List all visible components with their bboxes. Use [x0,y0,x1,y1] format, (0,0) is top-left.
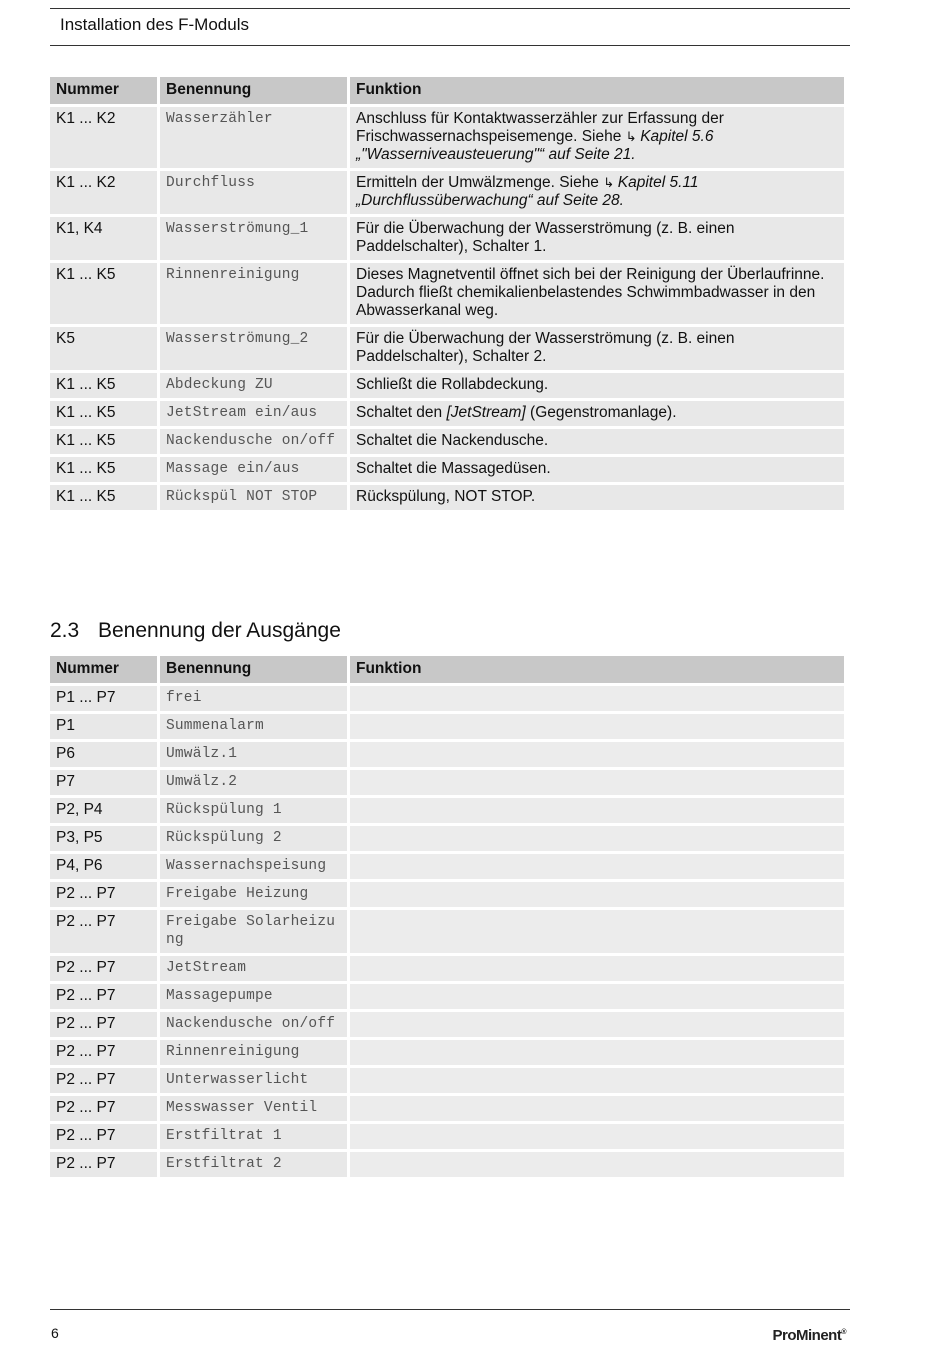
cell-benennung: Massage ein/aus [160,457,347,482]
cell-benennung: Wasserströmung_2 [160,327,347,370]
table-row [50,485,844,510]
table-row [50,327,844,370]
cross-reference-text: Kapitel 5.11 „Durchflussüberwachung“ auf Seite 28 [356,174,699,209]
table-row [50,429,844,454]
cell-benennung: Messwasser Ventil [160,1096,347,1121]
table-row [50,171,844,214]
prominent-logo [772,1327,846,1344]
cell-funktion [350,107,844,168]
column-header-nummer: Nummer [50,77,157,104]
cell-nummer: P2 ... P7 [50,882,157,907]
cell-benennung: Freigabe Heizung [160,882,347,907]
table-row [50,263,844,324]
table-row [50,770,844,795]
cell-benennung: Nackendusche on/off [160,1012,347,1037]
cell-benennung: Unterwasserlicht [160,1068,347,1093]
table-row [50,1124,844,1149]
table-row [50,1012,844,1037]
cell-funktion [350,1124,844,1149]
section-number: 2.3 [50,619,80,642]
table-header-row [50,656,844,683]
cell-benennung: JetStream [160,956,347,981]
funktion-suffix: (Gegenstromanlage). [525,404,677,421]
column-header-benennung: Benennung [160,77,347,104]
cell-nummer: K1 ... K5 [50,485,157,510]
table-row [50,1152,844,1177]
cell-funktion: Schaltet die Nackendusche. [350,429,844,454]
funktion-suffix: . [631,146,636,163]
cross-reference-text: Kapitel 5.6 „"Wasserniveausteuerung"“ auf Seite 21 [356,128,714,163]
cell-nummer: P7 [50,770,157,795]
cell-benennung: Rückspülung 1 [160,798,347,823]
cell-nummer: K1 ... K5 [50,263,157,324]
cell-benennung: Rückspülung 2 [160,826,347,851]
cell-funktion [350,882,844,907]
funktion-text: Ermitteln der Umwälzmenge. Siehe [356,174,604,191]
cell-funktion: Schließt die Rollabdeckung. [350,373,844,398]
cell-funktion [350,1012,844,1037]
cell-funktion [350,1068,844,1093]
cell-benennung: Erstfiltrat 2 [160,1152,347,1177]
cell-funktion [350,686,844,711]
table-row [50,217,844,260]
cell-benennung: Erstfiltrat 1 [160,1124,347,1149]
cell-benennung: Umwälz.2 [160,770,347,795]
header-rule-bottom [50,45,850,46]
cell-funktion [350,854,844,879]
cell-funktion [350,984,844,1009]
cell-benennung: Umwälz.1 [160,742,347,767]
cell-nummer: P4, P6 [50,854,157,879]
cell-nummer: P2 ... P7 [50,1152,157,1177]
table-row [50,826,844,851]
table-row [50,457,844,482]
cell-nummer: K1 ... K5 [50,429,157,454]
column-header-funktion: Funktion [350,77,844,104]
column-header-funktion: Funktion [350,656,844,683]
table-row [50,714,844,739]
cell-benennung: Wasserströmung_1 [160,217,347,260]
cell-nummer: K1 ... K2 [50,171,157,214]
cell-nummer: P1 ... P7 [50,686,157,711]
funktion-text: Anschluss für Kontaktwasserzähler zur Erfassung der Frischwassernachspeisemenge. Siehe [356,110,724,145]
footer-rule [50,1309,850,1310]
cell-nummer: K5 [50,327,157,370]
table-row [50,854,844,879]
cell-benennung: Durchfluss [160,171,347,214]
cell-nummer: P2 ... P7 [50,910,157,953]
cell-funktion [350,770,844,795]
cell-nummer: P2 ... P7 [50,1124,157,1149]
cell-benennung: Abdeckung ZU [160,373,347,398]
glossary-link[interactable]: [JetStream] [446,404,526,421]
table-row [50,798,844,823]
cell-nummer: P2 ... P7 [50,1096,157,1121]
cell-nummer: K1 ... K5 [50,373,157,398]
column-header-benennung: Benennung [160,656,347,683]
table-row [50,742,844,767]
cell-nummer: P3, P5 [50,826,157,851]
cell-funktion: Schaltet die Massagedüsen. [350,457,844,482]
cell-nummer: P2 ... P7 [50,1012,157,1037]
cell-funktion [350,742,844,767]
cell-funktion [350,714,844,739]
cell-benennung: Nackendusche on/off [160,429,347,454]
cell-benennung: Wassernachspeisung [160,854,347,879]
column-header-nummer: Nummer [50,656,157,683]
table-row [50,882,844,907]
cell-nummer: P1 [50,714,157,739]
cell-funktion [350,910,844,953]
funktion-text: Schaltet den [356,404,447,421]
cell-funktion [350,826,844,851]
page-header-title: Installation des F-Moduls [60,15,249,34]
table-row [50,1068,844,1093]
cell-nummer: P2 ... P7 [50,1040,157,1065]
cell-nummer: K1, K4 [50,217,157,260]
cell-funktion: Für die Überwachung der Wasserströmung (z. B. einen Paddelschalter), Schalter 2. [350,327,844,370]
cell-funktion [350,1152,844,1177]
cell-benennung: Wasserzähler [160,107,347,168]
table-row [50,373,844,398]
cell-nummer: P2 ... P7 [50,956,157,981]
cell-nummer: K1 ... K5 [50,401,157,426]
cell-benennung: Rinnenreinigung [160,1040,347,1065]
cell-nummer: K1 ... K5 [50,457,157,482]
cell-benennung: JetStream ein/aus [160,401,347,426]
cell-funktion: Für die Überwachung der Wasserströmung (z. B. einen Paddelschalter), Schalter 1. [350,217,844,260]
table-header-row [50,77,844,104]
cell-funktion [350,1096,844,1121]
table-row [50,686,844,711]
page-number: 6 [51,1325,59,1341]
table-row [50,910,844,953]
cell-nummer: P6 [50,742,157,767]
cell-benennung: Rückspül NOT STOP [160,485,347,510]
table-row [50,1040,844,1065]
cell-benennung: Rinnenreinigung [160,263,347,324]
table-row [50,984,844,1009]
cell-benennung: Summenalarm [160,714,347,739]
funktion-suffix: . [619,192,624,209]
cell-funktion [350,401,844,426]
cell-benennung: frei [160,686,347,711]
inputs-table [47,74,847,513]
cell-nummer: P2 ... P7 [50,1068,157,1093]
cell-nummer: P2, P4 [50,798,157,823]
cell-funktion [350,956,844,981]
table-row [50,1096,844,1121]
section-title: Benennung der Ausgänge [98,619,341,642]
cell-nummer: K1 ... K2 [50,107,157,168]
table-row [50,107,844,168]
table-row [50,401,844,426]
cell-nummer: P2 ... P7 [50,984,157,1009]
registered-mark: ® [841,1329,846,1336]
brand-name: ProMinent [772,1327,842,1344]
header-rule-top [50,8,850,9]
cell-funktion: Rückspülung, NOT STOP. [350,485,844,510]
link-arrow-icon: ↳ [625,129,641,144]
table-row [50,956,844,981]
cell-funktion: Dieses Magnetventil öffnet sich bei der Reinigung der Überlaufrinne. Dadurch fließt chemikalienbelastendes Schwimmbadwasser in den Abwasserkanal weg. [350,263,844,324]
cell-benennung: Freigabe Solarheizung [160,910,347,953]
section-heading [50,619,341,643]
cell-funktion [350,798,844,823]
cell-benennung: Massagepumpe [160,984,347,1009]
link-arrow-icon: ↳ [603,175,618,190]
cell-funktion [350,171,844,214]
outputs-table [47,653,847,1180]
cell-funktion [350,1040,844,1065]
